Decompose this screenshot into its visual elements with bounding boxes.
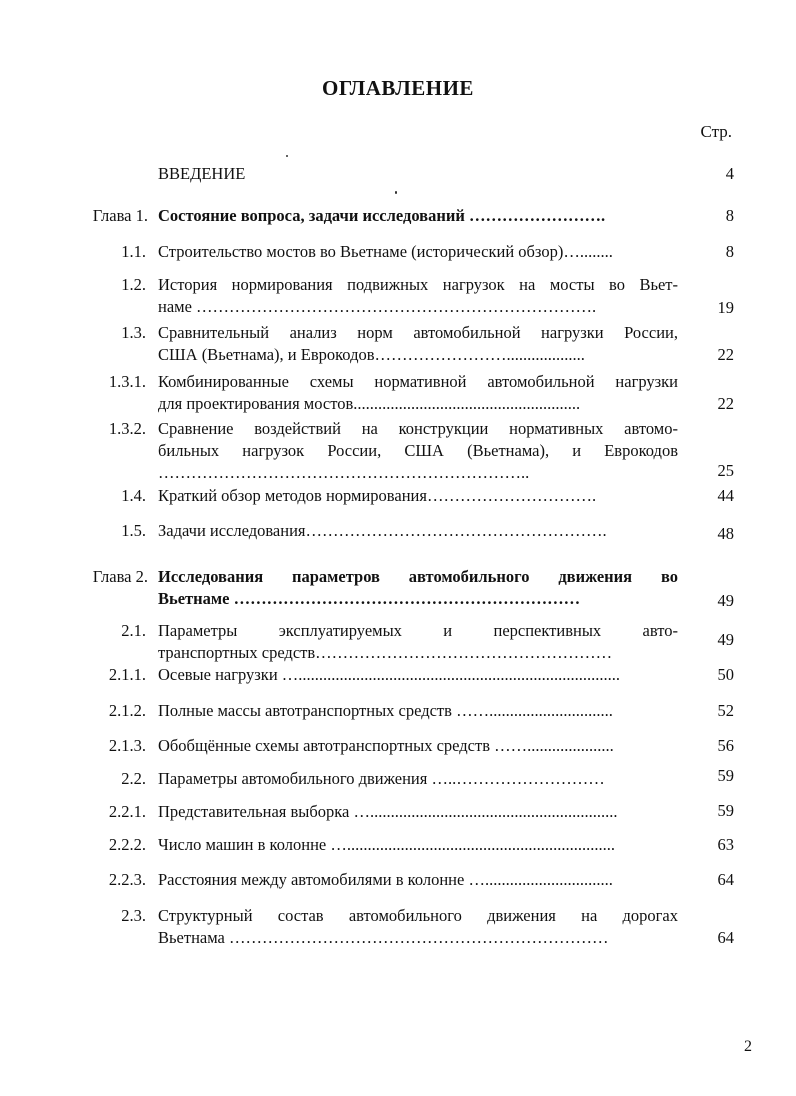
- toc-entry-page: 56: [717, 736, 734, 755]
- scan-speck: [286, 155, 288, 157]
- toc-entry-title-line: Полные массы автотранспортных средств ……..............................: [158, 701, 613, 720]
- toc-entry-title: [158, 768, 678, 790]
- toc-entry-number: 1.3.1.: [108, 372, 146, 391]
- toc-entry-page: 22: [717, 345, 734, 364]
- toc-entry-title-line: Сравнение воздействий на конструкции нормативных автомо-: [158, 419, 678, 438]
- toc-entry-title-line: транспортных средств………………………………………………: [158, 643, 613, 662]
- toc-entry-title-line: История нормирования подвижных нагрузок на мосты во Вьет-: [158, 275, 678, 294]
- toc-entry-number: 2.2.1.: [108, 802, 146, 821]
- toc-entry-title-line: наме ……………………………………………………………….: [158, 297, 597, 316]
- toc-entry-page: 59: [717, 801, 734, 820]
- toc-entry-number: 2.1.3.: [108, 736, 146, 755]
- toc-entry-number: 1.3.: [121, 323, 146, 342]
- toc-entry-title-line: Задачи исследования……………………………………………….: [158, 521, 607, 540]
- toc-entry-number: 1.2.: [121, 275, 146, 294]
- toc-entry-page: 59: [717, 766, 734, 785]
- toc-entry-number: 2.2.2.: [108, 835, 146, 854]
- toc-entry-title-line: Сравнительный анализ норм автомобильной нагрузки России,: [158, 323, 678, 342]
- toc-entry-title: [158, 801, 678, 823]
- toc-entry-number: 2.1.: [121, 621, 146, 640]
- toc-entry-title: [158, 241, 678, 263]
- toc-entry-title-line: Краткий обзор методов нормирования………………………….: [158, 486, 597, 505]
- toc-entry-page: 52: [717, 701, 734, 720]
- toc-entry-title: [158, 735, 678, 757]
- toc-entry-title-line: для проектирования мостов.......................................................: [158, 394, 581, 413]
- toc-entry-title: [158, 664, 678, 686]
- toc-entry-title-line: Расстояния между автомобилями в колонне …...............................: [158, 870, 613, 889]
- toc-entry-title: [158, 163, 678, 185]
- toc-entry-title-line: Осевые нагрузки …..............................................................................: [158, 665, 621, 684]
- toc-entry-title: [158, 905, 678, 949]
- toc-entry-page: 44: [717, 486, 734, 505]
- toc-entry-title-line: Представительная выборка …............................................................: [158, 802, 618, 821]
- toc-entry-number: 2.1.2.: [108, 701, 146, 720]
- toc-entry-page: 63: [717, 835, 734, 854]
- toc-entry-title-line: Обобщённые схемы автотранспортных средств …….....................: [158, 736, 614, 755]
- page-number: 2: [744, 1038, 752, 1055]
- toc-entry-number: 2.2.: [121, 769, 146, 788]
- toc-entry-page: 49: [717, 591, 734, 610]
- toc-entry-title-line: Состояние вопроса, задачи исследований …………………….: [158, 206, 606, 225]
- toc-entry-title-line: Параметры эксплуатируемых и перспективных авто-: [158, 621, 678, 640]
- toc-entry-number: Глава 1.: [92, 206, 148, 225]
- toc-entry-title-line: бильных нагрузок России, США (Вьетнама), и Еврокодов: [158, 441, 678, 460]
- toc-entry-number: 1.3.2.: [108, 419, 146, 438]
- toc-entry-title-line: Вьетнаме ………………………………………………………: [158, 589, 581, 608]
- toc-entry-number: 2.1.1.: [108, 665, 146, 684]
- toc-entry-title-line: Число машин в колонне ….................................................................: [158, 835, 615, 854]
- toc-entry-title: [158, 205, 678, 227]
- toc-entry-title-line: …………………………………………………………..: [158, 463, 530, 482]
- toc-entry-page: 48: [717, 524, 734, 543]
- toc-entry-page: 8: [725, 242, 734, 261]
- toc-entry-page: 22: [717, 394, 734, 413]
- toc-title: ОГЛАВЛЕНИЕ: [322, 76, 474, 100]
- toc-entry-number: 1.5.: [121, 521, 146, 540]
- toc-entry-title: [158, 418, 678, 484]
- toc-entry-title-line: Параметры автомобильного движения …..………………………: [158, 769, 605, 788]
- toc-entry-title: [158, 274, 678, 318]
- page-column-header: Стр.: [700, 122, 732, 141]
- toc-entry-number: 1.1.: [121, 242, 146, 261]
- toc-entry-page: 4: [725, 164, 734, 183]
- toc-entry-title: [158, 322, 678, 366]
- toc-entry-title: [158, 620, 678, 664]
- toc-entry-title: [158, 834, 678, 856]
- toc-entry-page: 25: [717, 461, 734, 480]
- toc-entry-title-line: Вьетнама ……………………………………………………………: [158, 928, 609, 947]
- toc-entry-number: 1.4.: [121, 486, 146, 505]
- toc-entry-page: 64: [717, 928, 734, 947]
- toc-entry-title-line: Строительство мостов во Вьетнаме (исторический обзор)…........: [158, 242, 613, 261]
- toc-entry-number: 2.2.3.: [108, 870, 146, 889]
- toc-entry-title: [158, 869, 678, 891]
- toc-entry-number: 2.3.: [121, 906, 146, 925]
- toc-entry-title-line: Комбинированные схемы нормативной автомобильной нагрузки: [158, 372, 678, 391]
- toc-entry-page: 8: [725, 206, 734, 225]
- toc-entry-title-line: ВВЕДЕНИЕ: [158, 164, 246, 183]
- toc-entry-number: Глава 2.: [92, 567, 148, 586]
- toc-entry-title-line: США (Вьетнама), и Еврокодов……………………...................: [158, 345, 585, 364]
- toc-entry-page: 50: [717, 665, 734, 684]
- toc-entry-title: [158, 485, 678, 507]
- toc-entry-page: 49: [717, 630, 734, 649]
- toc-entry-page: 19: [717, 298, 734, 317]
- toc-entry-title-line: Структурный состав автомобильного движения на дорогах: [158, 906, 678, 925]
- toc-entry-title-line: Исследования параметров автомобильного движения во: [158, 567, 678, 586]
- toc-entry-page: 64: [717, 870, 734, 889]
- scan-speck: [395, 191, 397, 194]
- toc-entry-title: [158, 566, 678, 610]
- toc-entry-title: [158, 700, 678, 722]
- toc-entry-title: [158, 520, 678, 542]
- toc-entry-title: [158, 371, 678, 415]
